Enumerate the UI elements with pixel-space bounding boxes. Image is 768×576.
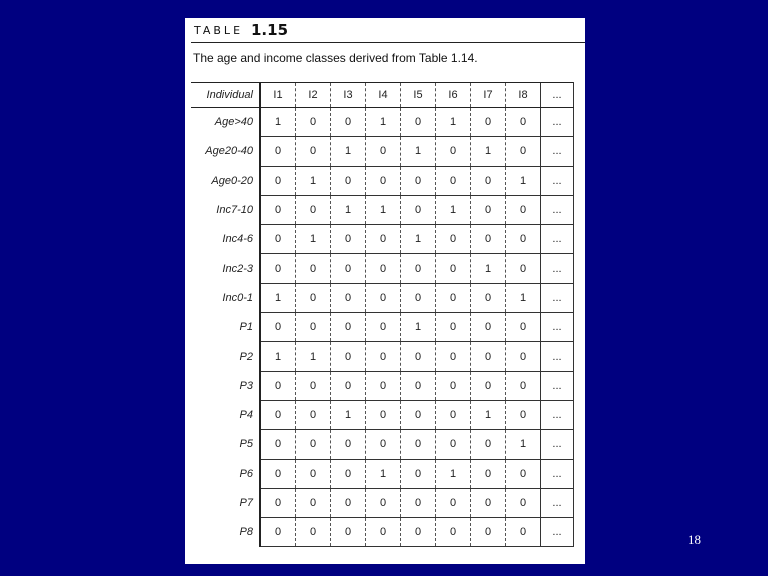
table-cell: 0 bbox=[436, 283, 471, 312]
row-label: P4 bbox=[191, 400, 260, 429]
table-cell: 0 bbox=[296, 488, 331, 517]
table-cell: ... bbox=[541, 459, 574, 488]
table-cell: 1 bbox=[471, 400, 506, 429]
table-cell: ... bbox=[541, 225, 574, 254]
table-cell: 0 bbox=[296, 254, 331, 283]
table-row bbox=[191, 430, 574, 459]
table-cell: ... bbox=[541, 108, 574, 137]
table-cell: 0 bbox=[366, 225, 401, 254]
column-header: I7 bbox=[471, 83, 506, 108]
table-cell: 0 bbox=[260, 225, 296, 254]
table-cell: 0 bbox=[436, 488, 471, 517]
table-cell: 0 bbox=[401, 371, 436, 400]
scanned-table-page bbox=[185, 18, 585, 564]
row-label: Inc4-6 bbox=[191, 225, 260, 254]
table-cell: 0 bbox=[436, 342, 471, 371]
table-cell: 0 bbox=[331, 254, 366, 283]
table-cell: 0 bbox=[331, 459, 366, 488]
row-label: P5 bbox=[191, 430, 260, 459]
table-cell: 0 bbox=[331, 313, 366, 342]
table-cell: 0 bbox=[471, 488, 506, 517]
table-cell: 0 bbox=[296, 518, 331, 547]
table-row bbox=[191, 400, 574, 429]
data-table bbox=[191, 82, 574, 547]
table-cell: 0 bbox=[260, 518, 296, 547]
table-cell: 1 bbox=[506, 283, 541, 312]
column-header: I1 bbox=[260, 83, 296, 108]
page-number: 18 bbox=[688, 532, 701, 547]
column-header: I8 bbox=[506, 83, 541, 108]
table-cell: 0 bbox=[436, 313, 471, 342]
table-cell: 0 bbox=[366, 400, 401, 429]
table-cell: 1 bbox=[506, 430, 541, 459]
column-header: I4 bbox=[366, 83, 401, 108]
table-row bbox=[191, 166, 574, 195]
table-cell: 0 bbox=[260, 313, 296, 342]
table-cell: 0 bbox=[401, 459, 436, 488]
table-cell: 1 bbox=[260, 283, 296, 312]
table-row bbox=[191, 108, 574, 137]
row-label: P6 bbox=[191, 459, 260, 488]
row-label: P8 bbox=[191, 518, 260, 547]
table-cell: 1 bbox=[331, 400, 366, 429]
table-row bbox=[191, 254, 574, 283]
table-cell: 0 bbox=[401, 254, 436, 283]
table-row bbox=[191, 283, 574, 312]
table-cell: ... bbox=[541, 518, 574, 547]
table-cell: 0 bbox=[260, 400, 296, 429]
table-row bbox=[191, 459, 574, 488]
table-cell: ... bbox=[541, 400, 574, 429]
table-cell: 0 bbox=[436, 430, 471, 459]
table-cell: 0 bbox=[506, 518, 541, 547]
table-cell: 0 bbox=[506, 137, 541, 166]
table-cell: 0 bbox=[331, 166, 366, 195]
table-cell: 0 bbox=[260, 137, 296, 166]
table-cell: 1 bbox=[366, 459, 401, 488]
row-label: P1 bbox=[191, 313, 260, 342]
row-label: P2 bbox=[191, 342, 260, 371]
table-cell: 0 bbox=[471, 371, 506, 400]
table-cell: 0 bbox=[506, 459, 541, 488]
table-cell: 0 bbox=[471, 459, 506, 488]
table-cell: 0 bbox=[366, 342, 401, 371]
table-cell: 0 bbox=[436, 371, 471, 400]
table-caption: The age and income classes derived from Table 1.14. bbox=[193, 51, 478, 65]
table-cell: 1 bbox=[401, 225, 436, 254]
table-cell: 0 bbox=[436, 225, 471, 254]
table-cell: 0 bbox=[260, 430, 296, 459]
table-cell: 0 bbox=[436, 166, 471, 195]
table-cell: 0 bbox=[331, 283, 366, 312]
table-cell: ... bbox=[541, 488, 574, 517]
table-row bbox=[191, 518, 574, 547]
table-cell: 0 bbox=[401, 430, 436, 459]
table-row bbox=[191, 195, 574, 224]
table-cell: 0 bbox=[401, 518, 436, 547]
table-cell: 0 bbox=[471, 225, 506, 254]
table-cell: ... bbox=[541, 283, 574, 312]
table-row bbox=[191, 225, 574, 254]
table-cell: 0 bbox=[296, 108, 331, 137]
table-cell: ... bbox=[541, 137, 574, 166]
header-row bbox=[191, 83, 574, 108]
row-label: Age0-20 bbox=[191, 166, 260, 195]
row-label: Age20-40 bbox=[191, 137, 260, 166]
column-header: I5 bbox=[401, 83, 436, 108]
table-cell: 1 bbox=[331, 195, 366, 224]
table-cell: 0 bbox=[260, 371, 296, 400]
table-cell: 1 bbox=[331, 137, 366, 166]
row-label: Age>40 bbox=[191, 108, 260, 137]
column-header: I6 bbox=[436, 83, 471, 108]
table-cell: 0 bbox=[506, 225, 541, 254]
column-header: I3 bbox=[331, 83, 366, 108]
row-label: Inc7-10 bbox=[191, 195, 260, 224]
table-cell: 0 bbox=[471, 518, 506, 547]
table-cell: 0 bbox=[471, 108, 506, 137]
table-cell: ... bbox=[541, 313, 574, 342]
table-cell: 0 bbox=[296, 195, 331, 224]
table-cell: 0 bbox=[296, 459, 331, 488]
table-cell: 0 bbox=[506, 342, 541, 371]
table-cell: 1 bbox=[401, 137, 436, 166]
table-cell: 0 bbox=[331, 108, 366, 137]
table-cell: 1 bbox=[506, 166, 541, 195]
table-cell: 1 bbox=[436, 459, 471, 488]
table-cell: 0 bbox=[296, 430, 331, 459]
table-cell: ... bbox=[541, 254, 574, 283]
table-cell: 1 bbox=[296, 166, 331, 195]
column-header: ... bbox=[541, 83, 574, 108]
table-cell: 0 bbox=[506, 488, 541, 517]
table-cell: 1 bbox=[366, 195, 401, 224]
table-cell: 0 bbox=[471, 342, 506, 371]
table-cell: 0 bbox=[366, 371, 401, 400]
table-cell: 0 bbox=[331, 371, 366, 400]
table-cell: 1 bbox=[296, 342, 331, 371]
table-cell: 0 bbox=[401, 342, 436, 371]
table-cell: 0 bbox=[260, 488, 296, 517]
table-cell: 0 bbox=[506, 400, 541, 429]
table-row bbox=[191, 313, 574, 342]
table-cell: 0 bbox=[506, 254, 541, 283]
table-row bbox=[191, 488, 574, 517]
row-label: P7 bbox=[191, 488, 260, 517]
table-cell: 1 bbox=[401, 313, 436, 342]
table-cell: 0 bbox=[471, 313, 506, 342]
table-cell: 0 bbox=[436, 518, 471, 547]
table-cell: ... bbox=[541, 166, 574, 195]
table-row bbox=[191, 342, 574, 371]
table-cell: 0 bbox=[260, 459, 296, 488]
table-cell: 1 bbox=[260, 342, 296, 371]
table-cell: 0 bbox=[471, 166, 506, 195]
table-cell: 0 bbox=[260, 195, 296, 224]
table-row bbox=[191, 137, 574, 166]
table-cell: 0 bbox=[366, 430, 401, 459]
table-cell: 0 bbox=[296, 313, 331, 342]
table-row bbox=[191, 371, 574, 400]
row-label: Inc0-1 bbox=[191, 283, 260, 312]
table-cell: 0 bbox=[366, 137, 401, 166]
table-cell: 0 bbox=[331, 342, 366, 371]
table-cell: ... bbox=[541, 371, 574, 400]
table-cell: 0 bbox=[401, 195, 436, 224]
table-body bbox=[191, 108, 574, 547]
table-cell: ... bbox=[541, 342, 574, 371]
table-cell: 0 bbox=[366, 283, 401, 312]
table-cell: 0 bbox=[366, 488, 401, 517]
table-cell: 0 bbox=[506, 195, 541, 224]
table-cell: 0 bbox=[436, 400, 471, 429]
table-cell: 0 bbox=[366, 166, 401, 195]
table-cell: 0 bbox=[401, 488, 436, 517]
table-cell: 0 bbox=[471, 430, 506, 459]
table-cell: 0 bbox=[366, 518, 401, 547]
table-cell: 0 bbox=[401, 108, 436, 137]
table-cell: 1 bbox=[471, 254, 506, 283]
row-label: P3 bbox=[191, 371, 260, 400]
table-cell: 0 bbox=[436, 254, 471, 283]
table-cell: 0 bbox=[401, 400, 436, 429]
table-cell: 0 bbox=[331, 518, 366, 547]
table-cell: 1 bbox=[260, 108, 296, 137]
table-cell: 0 bbox=[436, 137, 471, 166]
table-cell: 0 bbox=[296, 137, 331, 166]
table-cell: 0 bbox=[506, 108, 541, 137]
table-cell: 0 bbox=[331, 430, 366, 459]
table-cell: 0 bbox=[366, 254, 401, 283]
table-cell: 0 bbox=[401, 283, 436, 312]
table-label: TABLE bbox=[194, 24, 244, 37]
table-heading bbox=[191, 18, 579, 50]
table-cell: 0 bbox=[331, 225, 366, 254]
table-cell: 1 bbox=[436, 195, 471, 224]
table-cell: 0 bbox=[260, 254, 296, 283]
table-cell: 0 bbox=[260, 166, 296, 195]
table-number: 1.15 bbox=[251, 21, 289, 39]
table-cell: 1 bbox=[436, 108, 471, 137]
caption-rule bbox=[191, 42, 585, 43]
column-header: I2 bbox=[296, 83, 331, 108]
row-header-label: Individual bbox=[191, 83, 260, 108]
table-cell: 0 bbox=[296, 371, 331, 400]
table-cell: 0 bbox=[331, 488, 366, 517]
table-cell: 0 bbox=[471, 283, 506, 312]
table-cell: 1 bbox=[296, 225, 331, 254]
table-cell: 0 bbox=[471, 195, 506, 224]
table-cell: ... bbox=[541, 195, 574, 224]
table-cell: 0 bbox=[506, 313, 541, 342]
table-cell: 1 bbox=[471, 137, 506, 166]
table-cell: 0 bbox=[506, 371, 541, 400]
table-cell: 0 bbox=[296, 400, 331, 429]
table-cell: 0 bbox=[401, 166, 436, 195]
table-cell: 0 bbox=[366, 313, 401, 342]
table-cell: ... bbox=[541, 430, 574, 459]
table-cell: 1 bbox=[366, 108, 401, 137]
table-cell: 0 bbox=[296, 283, 331, 312]
row-label: Inc2-3 bbox=[191, 254, 260, 283]
